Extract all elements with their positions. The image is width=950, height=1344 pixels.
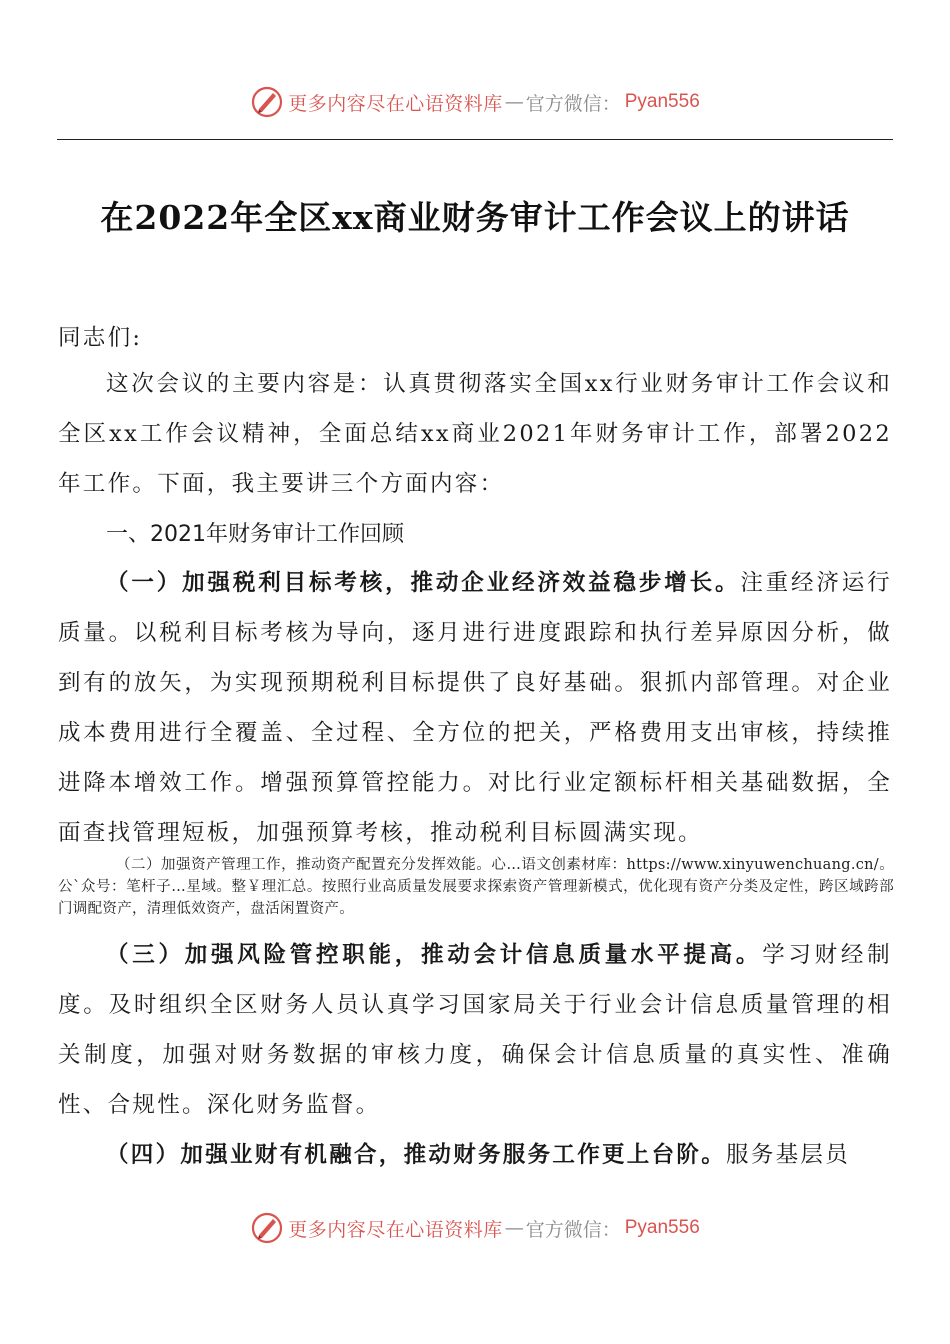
item-four-body: 服务基层员 — [726, 1142, 851, 1168]
pen-logo-icon — [250, 1211, 284, 1245]
item-one-lead: （一）加强税利目标考核，推动企业经济效益稳步增长。 — [106, 570, 741, 596]
item-two-paragraph: （二）加强资产管理工作，推动资产配置充分发挥效能。心…语文创素材库：https://www.xinyuwenchuang.cn/。公`众号：笔杆子…星域。整￥理汇总。按照行业高质量发展要求探索资产管理新模式，优化现有资产分类及定性，跨区域跨部门调配资产，清理低效资产，盘活闲置资产。 — [58, 857, 894, 917]
section-heading: 一、2021年财务审计工作回顾 — [106, 522, 404, 547]
header-divider — [57, 139, 893, 140]
item-one-paragraph — [58, 558, 892, 858]
item-three-lead: （三）加强风险管控职能，推动会计信息质量水平提高。 — [106, 942, 763, 968]
item-three-paragraph — [58, 930, 892, 1130]
item-four-lead: （四）加强业财有机融合，推动财务服务工作更上台阶。 — [106, 1142, 727, 1168]
banner-separator: — — [504, 91, 524, 113]
pen-logo-icon — [250, 85, 284, 119]
footer-banner-text: 更多内容尽在心语资料库 — [288, 1218, 503, 1241]
footer-banner-separator: — — [504, 1217, 524, 1239]
header-banner — [0, 82, 950, 122]
document-title: 在2022年全区xx商业财务审计工作会议上的讲话 — [100, 198, 850, 238]
item-three-body: 学习财经制度。及时组织全区财务人员认真学习国家局关于行业会计信息质量管理的相关制度，加强对财务数据的审核力度，确保会计信息质量的真实性、准确性、合规性。深化财务监督。 — [58, 942, 892, 1118]
footer-banner-wechat-label: 官方微信： — [525, 1218, 621, 1241]
salutation: 同志们: — [58, 325, 143, 351]
item-four-paragraph — [58, 1130, 892, 1180]
banner-text: 更多内容尽在心语资料库 — [288, 92, 503, 115]
item-one-body: 注重经济运行质量。以税利目标考核为导向，逐月进行进度跟踪和执行差异原因分析，做到有的放矢，为实现预期税利目标提供了良好基础。狠抓内部管理。对企业成本费用进行全覆盖、全过程、全方位的把关，严格费用支出审核，持续推进降本增效工作。增强预算管控能力。对比行业定额标杆相关基础数据，全面查找管理短板，加强预算考核，推动税利目标圆满实现。 — [58, 570, 892, 846]
banner-wechat-label: 官方微信： — [525, 92, 621, 115]
footer-banner — [0, 1208, 950, 1248]
intro-paragraph: 这次会议的主要内容是：认真贯彻落实全国xx行业财务审计工作会议和全区xx工作会议精神，全面总结xx商业2021年财务审计工作，部署2022年工作。下面，我主要讲三个方面内容： — [58, 371, 892, 497]
banner-wechat-id: Pyan556 — [624, 91, 700, 112]
footer-banner-wechat-id: Pyan556 — [624, 1217, 700, 1238]
